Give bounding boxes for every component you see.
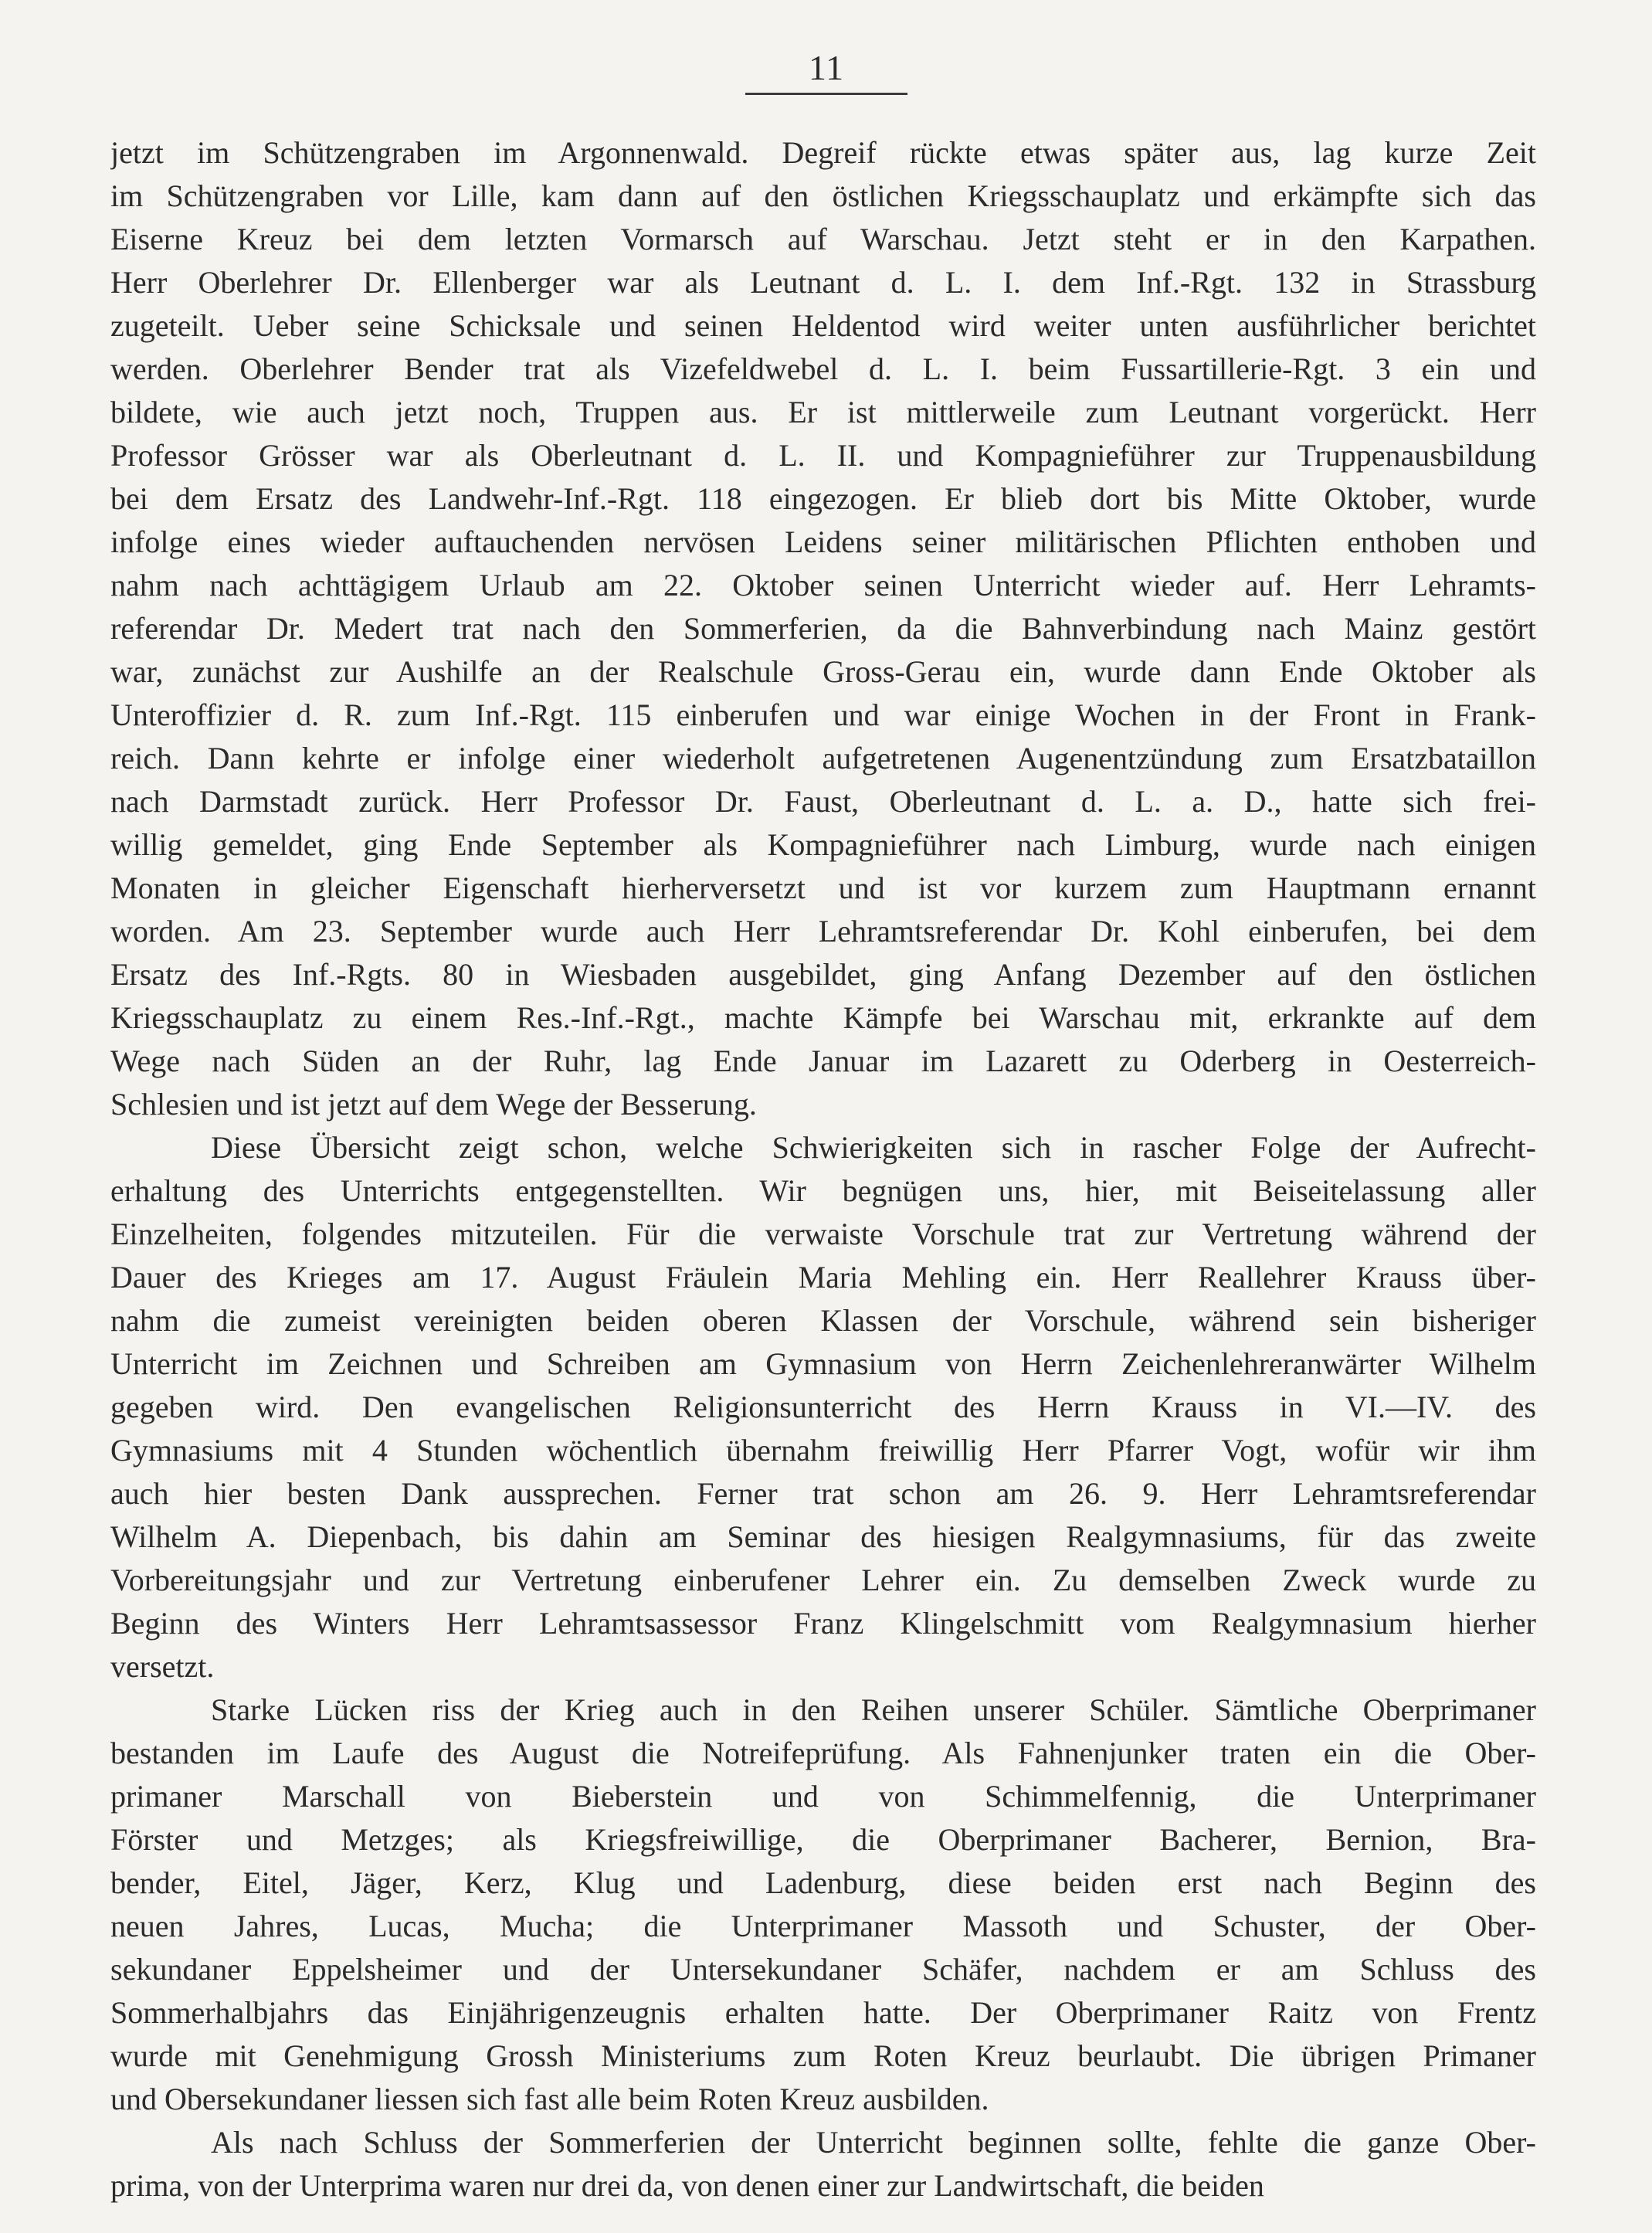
text-line: wurde mit Genehmigung Grossh Ministeriums zum Roten Kreuz beurlaubt. Die übrigen Primaner bbox=[110, 2038, 1536, 2073]
text-line: Starke Lücken riss der Krieg auch in den Reihen unserer Schüler. Sämtliche Oberprimaner bbox=[211, 1692, 1536, 1727]
text-line: Vorbereitungsjahr und zur Vertretung einberufener Lehrer ein. Zu demselben Zweck wurde zu bbox=[110, 1563, 1536, 1597]
text-line: Ersatz des Inf.-Rgts. 80 in Wiesbaden ausgebildet, ging Anfang Dezember auf den östlichen bbox=[110, 957, 1536, 992]
body-text bbox=[110, 131, 1536, 2208]
text-line: Unterricht im Zeichnen und Schreiben am Gymnasium von Herrn Zeichenlehreranwärter Wilhelm bbox=[110, 1346, 1536, 1381]
text-line: Monaten in gleicher Eigenschaft hierherversetzt und ist vor kurzem zum Hauptmann ernannt bbox=[110, 870, 1536, 905]
text-line: werden. Oberlehrer Bender trat als Vizefeldwebel d. L. I. beim Fussartillerie-Rgt. 3 ein und bbox=[110, 351, 1536, 386]
text-line: Eiserne Kreuz bei dem letzten Vormarsch auf Warschau. Jetzt steht er in den Karpathen. bbox=[110, 222, 1536, 256]
text-line: sekundaner Eppelsheimer und der Untersekundaner Schäfer, nachdem er am Schluss des bbox=[110, 1952, 1536, 1987]
text-line: Gymnasiums mit 4 Stunden wöchentlich übernahm freiwillig Herr Pfarrer Vogt, wofür wir ihm bbox=[110, 1433, 1536, 1468]
text-line: bei dem Ersatz des Landwehr-Inf.-Rgt. 118 eingezogen. Er blieb dort bis Mitte Oktober, wurde bbox=[110, 481, 1536, 516]
text-line: versetzt. bbox=[110, 1649, 215, 1684]
paragraph bbox=[110, 2121, 1536, 2208]
text-line: bildete, wie auch jetzt noch, Truppen aus. Er ist mittlerweile zum Leutnant vorgerückt. Herr bbox=[110, 395, 1536, 429]
paragraph bbox=[110, 131, 1536, 1126]
text-line: jetzt im Schützengraben im Argonnenwald. Degreif rückte etwas später aus, lag kurze Zeit bbox=[110, 135, 1536, 170]
text-line: Diese Übersicht zeigt schon, welche Schwierigkeiten sich in rascher Folge der Aufrecht- bbox=[211, 1130, 1536, 1165]
text-line: Wilhelm A. Diepenbach, bis dahin am Seminar des hiesigen Realgymnasiums, für das zweite bbox=[110, 1519, 1536, 1554]
page-number-rule bbox=[745, 93, 907, 95]
text-line: prima, von der Unterprima waren nur drei da, von denen einer zur Landwirtschaft, die beiden bbox=[110, 2168, 1264, 2203]
text-line: Sommerhalbjahrs das Einjährigenzeugnis erhalten hatte. Der Oberprimaner Raitz von Frentz bbox=[110, 1995, 1536, 2030]
paragraph bbox=[110, 1688, 1536, 2121]
paragraph bbox=[110, 1126, 1536, 1688]
text-line: bender, Eitel, Jäger, Kerz, Klug und Ladenburg, diese beiden erst nach Beginn des bbox=[110, 1865, 1536, 1900]
text-line: Einzelheiten, folgendes mitzuteilen. Für die verwaiste Vorschule trat zur Vertretung während der bbox=[110, 1217, 1536, 1251]
text-line: nach Darmstadt zurück. Herr Professor Dr. Faust, Oberleutnant d. L. a. D., hatte sich frei- bbox=[110, 784, 1536, 819]
text-line: nahm nach achttägigem Urlaub am 22. Oktober seinen Unterricht wieder auf. Herr Lehramts- bbox=[110, 568, 1536, 602]
text-line: worden. Am 23. September wurde auch Herr Lehramtsreferendar Dr. Kohl einberufen, bei dem bbox=[110, 914, 1536, 949]
text-line: Kriegsschauplatz zu einem Res.-Inf.-Rgt., machte Kämpfe bei Warschau mit, erkrankte auf dem bbox=[110, 1000, 1536, 1035]
text-line: zugeteilt. Ueber seine Schicksale und seinen Heldentod wird weiter unten ausführlicher berichtet bbox=[110, 308, 1536, 343]
text-line: willig gemeldet, ging Ende September als Kompagnieführer nach Limburg, wurde nach einigen bbox=[110, 827, 1536, 862]
text-line: referendar Dr. Medert trat nach den Sommerferien, da die Bahnverbindung nach Mainz gestört bbox=[110, 611, 1536, 646]
page-number: 11 bbox=[808, 48, 845, 87]
text-line: auch hier besten Dank aussprechen. Ferner trat schon am 26. 9. Herr Lehramtsreferendar bbox=[110, 1476, 1536, 1511]
text-line: Unteroffizier d. R. zum Inf.-Rgt. 115 einberufen und war einige Wochen in der Front in Frank- bbox=[110, 697, 1536, 732]
text-line: Als nach Schluss der Sommerferien der Unterricht beginnen sollte, fehlte die ganze Ober- bbox=[211, 2125, 1536, 2160]
text-line: war, zunächst zur Aushilfe an der Realschule Gross-Gerau ein, wurde dann Ende Oktober als bbox=[110, 654, 1536, 689]
text-line: und Obersekundaner liessen sich fast alle beim Roten Kreuz ausbilden. bbox=[110, 2082, 989, 2116]
text-line: Dauer des Krieges am 17. August Fräulein Maria Mehling ein. Herr Reallehrer Krauss über- bbox=[110, 1260, 1536, 1295]
text-line: im Schützengraben vor Lille, kam dann auf den östlichen Kriegsschauplatz und erkämpfte sich das bbox=[110, 178, 1536, 213]
text-line: nahm die zumeist vereinigten beiden oberen Klassen der Vorschule, während sein bisheriger bbox=[110, 1303, 1536, 1338]
text-line: neuen Jahres, Lucas, Mucha; die Unterprimaner Massoth und Schuster, der Ober- bbox=[110, 1909, 1536, 1943]
text-line: reich. Dann kehrte er infolge einer wiederholt aufgetretenen Augenentzündung zum Ersatzbataillon bbox=[110, 741, 1536, 775]
text-line: Schlesien und ist jetzt auf dem Wege der Besserung. bbox=[110, 1087, 757, 1122]
text-line: Herr Oberlehrer Dr. Ellenberger war als Leutnant d. L. I. dem Inf.-Rgt. 132 in Strassburg bbox=[110, 265, 1536, 300]
text-line: Förster und Metzges; als Kriegsfreiwillige, die Oberprimaner Bacherer, Bernion, Bra- bbox=[110, 1822, 1536, 1857]
text-line: Professor Grösser war als Oberleutnant d. L. II. und Kompagnieführer zur Truppenausbildung bbox=[110, 438, 1536, 473]
text-line: infolge eines wieder auftauchenden nervösen Leidens seiner militärischen Pflichten enthoben und bbox=[110, 524, 1536, 559]
text-line: Beginn des Winters Herr Lehramtsassessor Franz Klingelschmitt vom Realgymnasium hierher bbox=[110, 1606, 1536, 1641]
text-line: gegeben wird. Den evangelischen Religionsunterricht des Herrn Krauss in VI.—IV. des bbox=[110, 1390, 1536, 1424]
text-line: bestanden im Laufe des August die Notreifeprüfung. Als Fahnenjunker traten ein die Ober- bbox=[110, 1736, 1536, 1770]
text-line: erhaltung des Unterrichts entgegenstellten. Wir begnügen uns, hier, mit Beiseitelassung aller bbox=[110, 1173, 1536, 1208]
text-line: primaner Marschall von Bieberstein und von Schimmelfennig, die Unterprimaner bbox=[110, 1779, 1536, 1814]
text-line: Wege nach Süden an der Ruhr, lag Ende Januar im Lazarett zu Oderberg in Oesterreich- bbox=[110, 1044, 1536, 1078]
